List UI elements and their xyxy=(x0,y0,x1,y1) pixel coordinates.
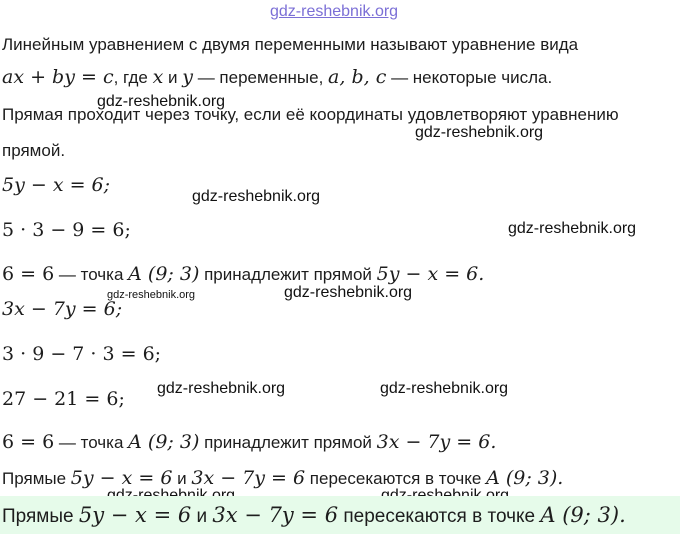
watermark: gdz-reshebnik.org xyxy=(107,289,196,301)
watermark: gdz-reshebnik.org xyxy=(192,188,321,205)
answer-box xyxy=(0,496,680,534)
watermark: gdz-reshebnik.org xyxy=(508,220,637,237)
calc-line: 27 − 21 = 6; xyxy=(2,388,125,410)
check-line-1: 6 = 6 — точка A (9; 3) принадлежит прямой 5y − x = 6. xyxy=(2,263,485,285)
watermark: gdz-reshebnik.org xyxy=(415,124,544,141)
watermark: gdz-reshebnik.org xyxy=(380,380,509,397)
substitution-1: 5 · 3 − 9 = 6; xyxy=(2,219,131,241)
answer-text: Прямые 5y − x = 6 и 3x − 7y = 6 пересекаются в точке A (9; 3). xyxy=(2,503,626,527)
watermark-top[interactable]: gdz-reshebnik.org xyxy=(270,3,399,20)
watermark: gdz-reshebnik.org xyxy=(97,93,226,110)
var-x: x xyxy=(152,66,164,88)
conclusion-line: Прямые 5y − x = 6 и 3x − 7y = 6 пересекаются в точке A (9; 3). xyxy=(2,467,564,489)
var-y: y xyxy=(182,66,193,88)
equation-2: 3x − 7y = 6; xyxy=(2,298,123,320)
rule-line-1: Прямая проходит через точку, если её координаты удовлетворяют уравнению xyxy=(2,105,619,124)
general-equation: ax + by = c xyxy=(2,66,114,88)
watermark: gdz-reshebnik.org xyxy=(157,380,286,397)
definition-line-2: ax + by = c, где x и y — переменные, a, b, c — некоторые числа. xyxy=(2,66,553,88)
rule-line-2: прямой. xyxy=(2,141,66,160)
substitution-2: 3 · 9 − 7 · 3 = 6; xyxy=(2,343,162,365)
definition-line-1: Линейным уравнением с двумя переменными называют уравнение вида xyxy=(2,35,579,54)
check-line-2: 6 = 6 — точка A (9; 3) принадлежит прямой 3x − 7y = 6. xyxy=(2,431,497,453)
watermark: gdz-reshebnik.org xyxy=(284,284,413,301)
coefficients: a, b, c xyxy=(328,66,387,88)
equation-1: 5y − x = 6; xyxy=(2,174,111,196)
